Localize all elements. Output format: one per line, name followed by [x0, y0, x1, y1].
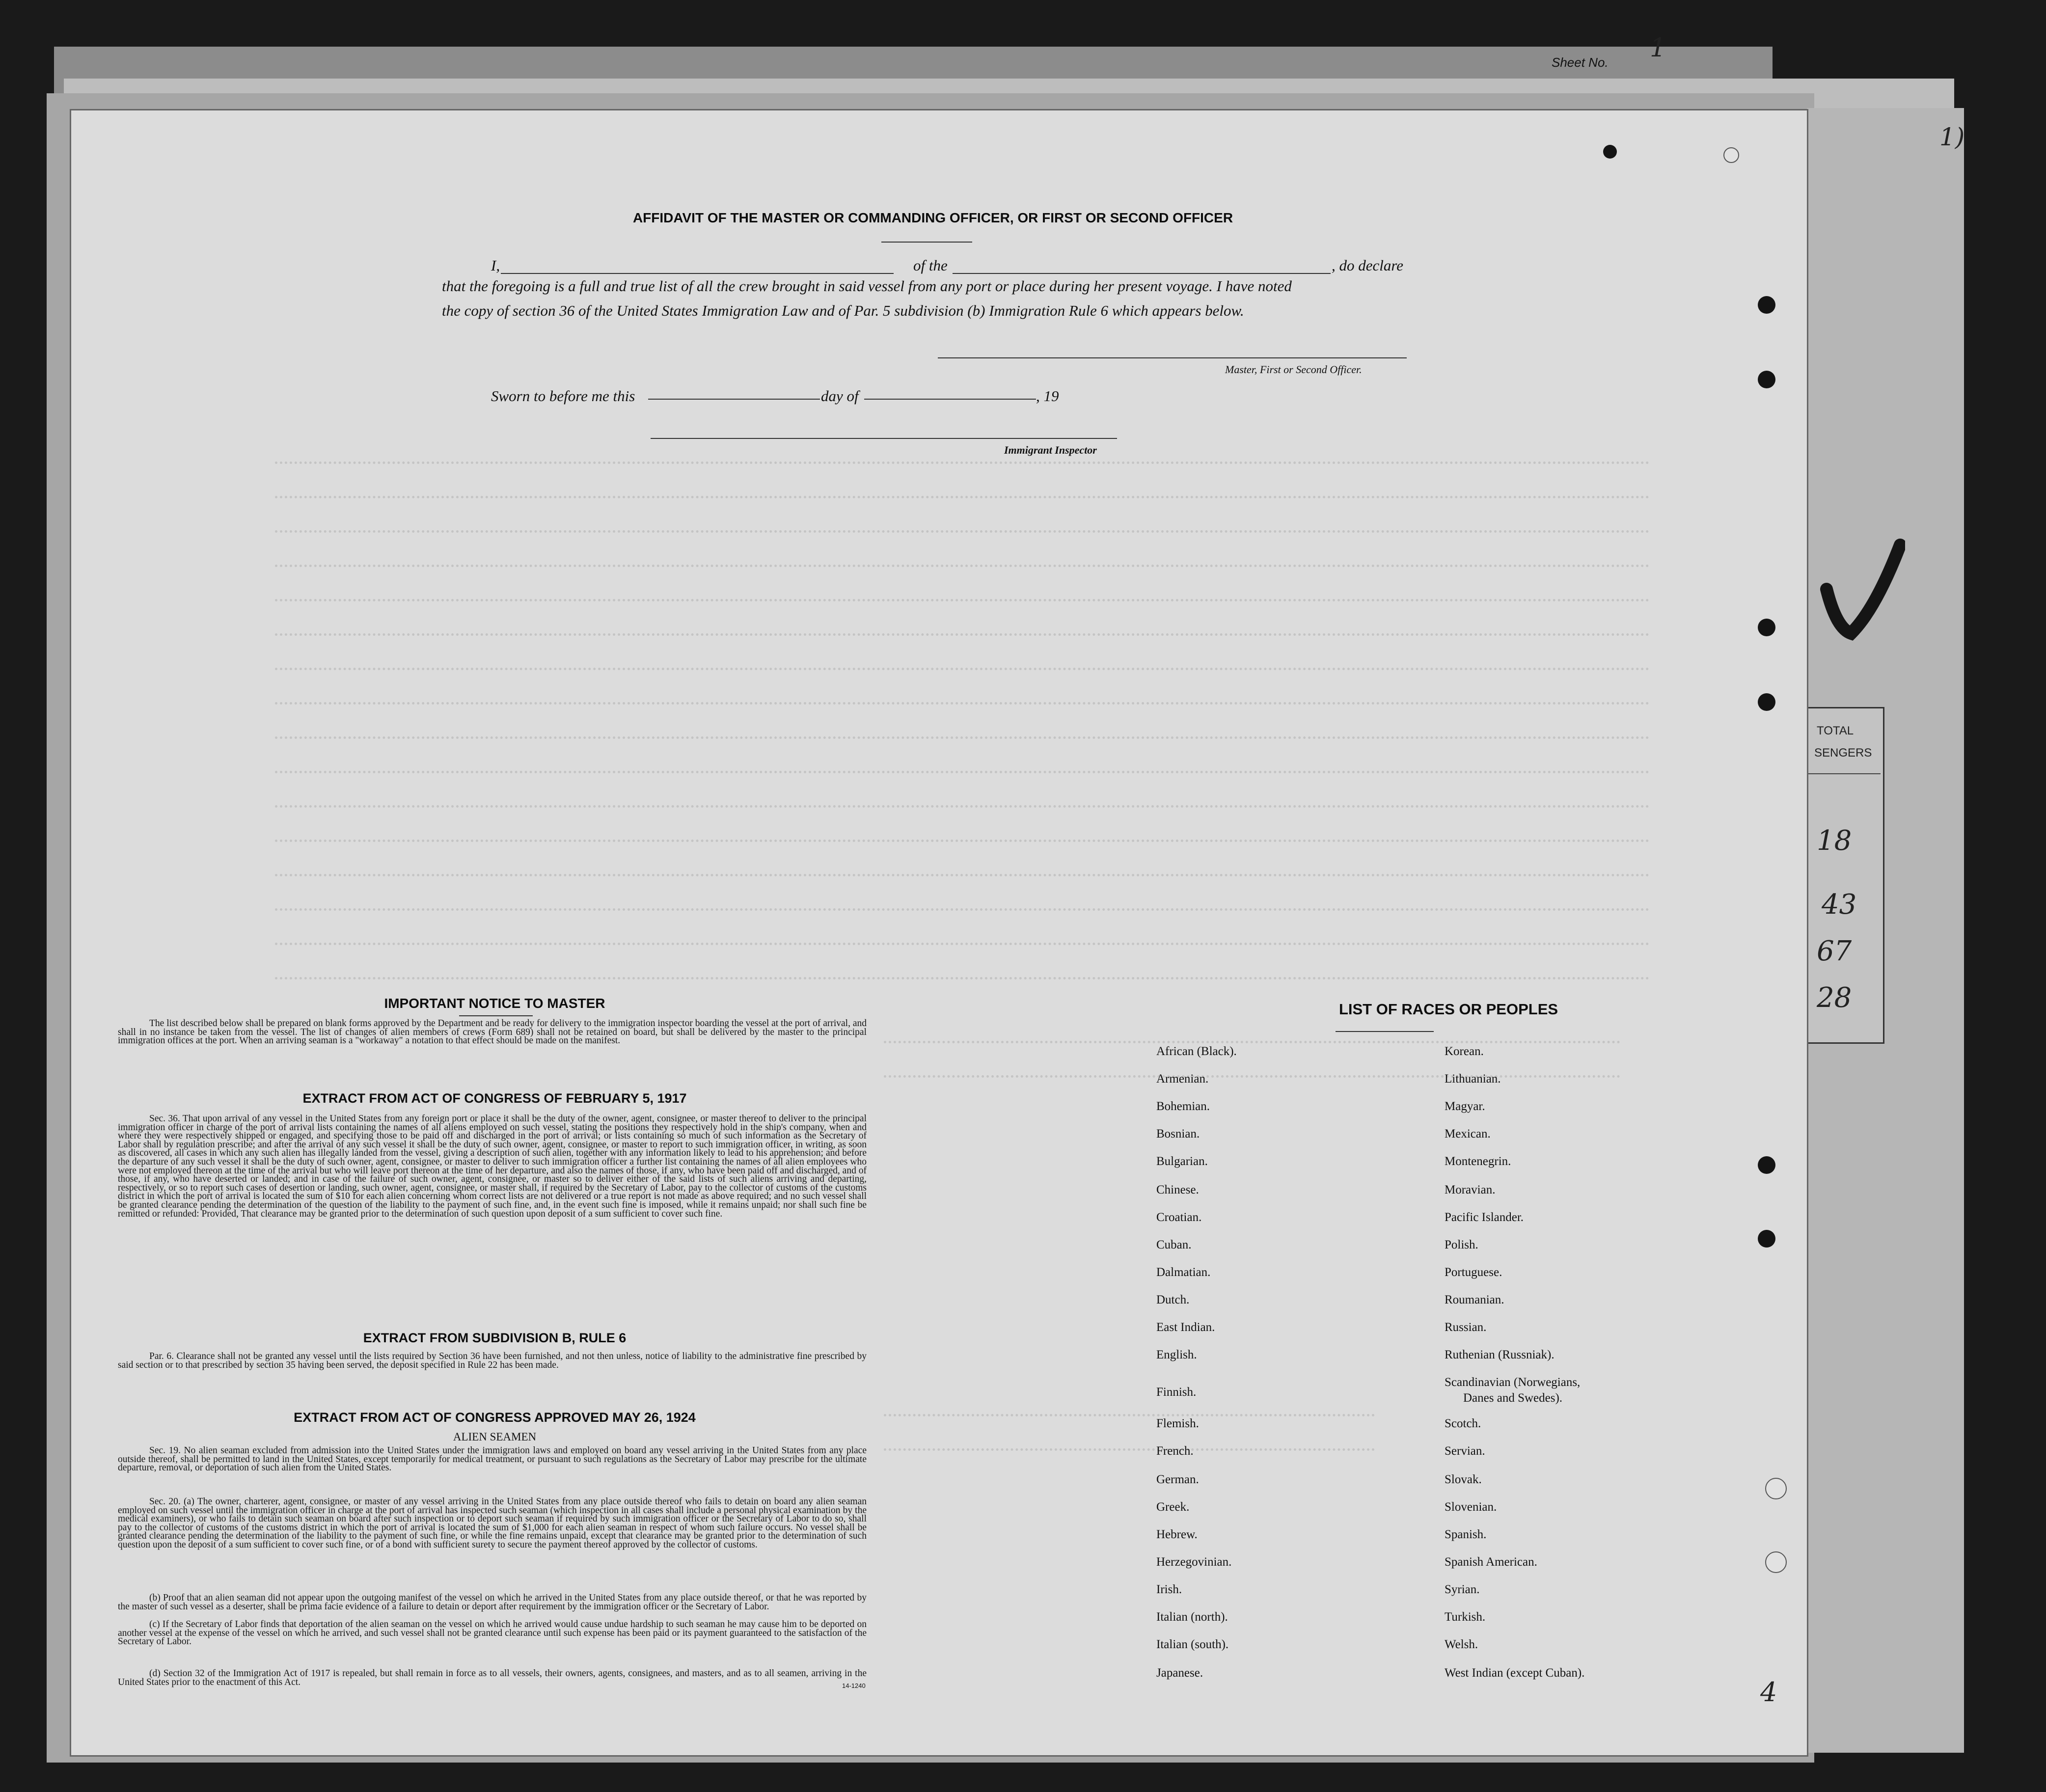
- sworn-label: Sworn to before me this: [491, 387, 635, 405]
- sheet-no-value: 1: [1650, 33, 1666, 63]
- race-item: Scandinavian (Norwegians,: [1445, 1376, 1581, 1389]
- race-item: Chinese.: [1156, 1183, 1199, 1196]
- race-item: East Indian.: [1156, 1321, 1215, 1334]
- binder-hole: [1758, 1230, 1775, 1248]
- race-item: Dalmatian.: [1156, 1266, 1211, 1279]
- total-value: 67: [1817, 935, 1852, 967]
- master-label: Master, First or Second Officer.: [1225, 363, 1362, 376]
- corner-mark: 1): [1939, 123, 1965, 151]
- vessel-blank-line: [953, 273, 1331, 274]
- race-item: Hebrew.: [1156, 1528, 1198, 1541]
- crayon-check-mark: [1817, 530, 1905, 643]
- affidavit-declare-label: , do declare: [1332, 257, 1404, 274]
- binder-hole: [1758, 693, 1775, 711]
- race-item: Croatian.: [1156, 1211, 1202, 1224]
- sworn-date-line: [648, 399, 820, 400]
- race-item: Syrian.: [1445, 1583, 1480, 1596]
- affidavit-i-label: I,: [491, 257, 500, 274]
- race-item: Montenegrin.: [1445, 1155, 1511, 1168]
- act-1917-body: Sec. 36. That upon arrival of any vessel in the United States from any foreign port or place it shall be the duty of the owner, agent, consignee, or master thereof to deliver to the principal immigration officer in charge of the port of arrival lists containing the names of all aliens employed on such vessel, stating the positions they respectively hold in the ship's company, when and where they were respectively shipped or engaged, and specifying those to be paid off and discharged in the port of arrival; or lists containing so much of such information as the Secretary of Labor shall by regulation prescribe; and after the arrival of any such vessel it shall be the duty of such owner, agent, consignee, or master to report to such immigration officer, in writing, as soon as discovered, all cases in which any such alien has illegally landed from the vessel, giving a description of such alien, together with any information likely to lead to his apprehension; and before the departure of any such vessel it shall be the duty of such owner, agent, consignee, or master to deliver to such immigration officer a further list containing the names of all alien employees who were not employed thereon at the time of the arrival but who will leave port thereon at the time of her departure, and also the names of those, if any, who have been paid off and discharged, and of those, if any, who have deserted or landed; and in case of the failure of such owner, agent, consignee, or master so to deliver either of the said lists of such aliens arriving and departing, respectively, or so to report such cases of desertion or landing, such owner, agent, consignee, or master shall, if required by the Secretary of Labor, pay to the collector of customs of the customs district in which the port of arrival is located the sum of $10 for each alien concerning whom correct lists are not delivered or a true report is not made as above required; and no such vessel shall be granted clearance pending the determination of the question of the liability to the payment of such fine, and, in the event such fine is imposed, while it remains unpaid; nor shall such fine be remitted or refunded: Provided, That clearance may be granted prior to the determination of such question upon deposit of a sum sufficient to cover such fine.: [118, 1113, 867, 1219]
- inspector-label: Immigrant Inspector: [1004, 444, 1097, 456]
- total-divider: [1807, 773, 1881, 774]
- race-item: Italian (south).: [1156, 1638, 1229, 1651]
- affidavit-of-the-label: of the: [913, 257, 948, 274]
- binder-ring: [1765, 1478, 1787, 1499]
- affidavit-line-2: that the foregoing is a full and true list of all the crew brought in said vessel from any port or place during her present voyage. I have noted: [442, 277, 1292, 295]
- race-item: Ruthenian (Russniak).: [1445, 1348, 1555, 1361]
- notice-body: The list described below shall be prepared on blank forms approved by the Department and be ready for delivery to the immigration inspector boarding the vessel at the port of arrival, and shall in no instance be taken from the vessel. The list of changes of alien members of crews (Form 689) shall not be retained on board, but shall be delivered by the master to the principal immigration offices at the port. When an arriving seaman is a "workaway" a notation to that effect should be made on the manifest.: [118, 1018, 867, 1046]
- race-item: Moravian.: [1445, 1183, 1496, 1196]
- page-mark: 4: [1760, 1677, 1777, 1708]
- total-value: 28: [1817, 982, 1852, 1014]
- sec-20d-body: (d) Section 32 of the Immigration Act of 1917 is repealed, but shall remain in force as to all vessels, their owners, agents, consignees, and masters, and as to all seamen, arriving in the United States prior to the enactment of this Act.: [118, 1668, 867, 1687]
- race-item: Bosnian.: [1156, 1127, 1200, 1140]
- affidavit-line-3: the copy of section 36 of the United States Immigration Law and of Par. 5 subdivision (b) Immigration Rule 6 which appears below.: [442, 302, 1244, 319]
- sec-19-body: Sec. 19. No alien seaman excluded from admission into the United States under the immigration laws and employed on board any vessel arriving in the United States from any place outside thereof, shall be permitted to land in the United States, except temporarily for medical treatment, or pursuant to such regulations as the Secretary of Labor may prescribe for the ultimate departure, removal, or deportation of such alien from the United States.: [118, 1445, 867, 1473]
- sheet-no-label: Sheet No.: [1552, 55, 1609, 70]
- race-item: Finnish.: [1156, 1385, 1197, 1399]
- race-item: Slovenian.: [1445, 1500, 1497, 1514]
- notice-underline: [459, 1015, 533, 1016]
- race-item: Portuguese.: [1445, 1266, 1502, 1279]
- race-item: Armenian.: [1156, 1072, 1209, 1086]
- race-item: French.: [1156, 1444, 1194, 1458]
- race-item: Japanese.: [1156, 1666, 1203, 1680]
- race-item: Greek.: [1156, 1500, 1190, 1514]
- race-item: Flemish.: [1156, 1417, 1199, 1430]
- race-item: Servian.: [1445, 1444, 1485, 1458]
- inspector-signature-line: [651, 438, 1117, 439]
- sec-20b-body: (b) Proof that an alien seaman did not appear upon the outgoing manifest of the vessel on which he arrived in the United States from any place outside thereof, or that he was reported by the master of such vessel as a deserter, shall be prima facie evidence of a failure to detain or deport after requirement by the immigration officer or the Secretary of Labor.: [118, 1593, 867, 1612]
- races-underline: [1336, 1031, 1434, 1032]
- rule-6-body: Par. 6. Clearance shall not be granted any vessel until the lists required by Section 36 have been furnished, and not then unless, notice of liability to the administrative fine prescribed by said section or to that prescribed by section 35 having been served, the deposit specified in Rule 22 has been made.: [118, 1351, 867, 1370]
- day-of-label: day of: [821, 387, 859, 405]
- month-line: [864, 399, 1036, 400]
- form-number: 14-1240: [842, 1682, 866, 1689]
- race-item: Herzegovinian.: [1156, 1555, 1232, 1569]
- binder-hole: [1758, 619, 1775, 636]
- race-item: Cuban.: [1156, 1238, 1192, 1251]
- race-item: Slovak.: [1445, 1473, 1482, 1486]
- race-item: Spanish.: [1445, 1528, 1487, 1541]
- total-header-passengers: SENGERS: [1814, 746, 1872, 760]
- race-item: Bulgarian.: [1156, 1155, 1208, 1168]
- race-item: Korean.: [1445, 1045, 1484, 1058]
- binder-hole: [1758, 371, 1775, 388]
- race-item: Dutch.: [1156, 1293, 1190, 1306]
- race-item: Polish.: [1445, 1238, 1478, 1251]
- race-item: Turkish.: [1445, 1610, 1486, 1624]
- notice-heading: IMPORTANT NOTICE TO MASTER: [384, 996, 605, 1011]
- race-item: Scotch.: [1445, 1417, 1481, 1430]
- punch-mark: [1603, 145, 1617, 159]
- race-item-continued: Danes and Swedes).: [1463, 1391, 1563, 1405]
- races-heading: LIST OF RACES OR PEOPLES: [1338, 1001, 1558, 1018]
- title-underline: [881, 242, 972, 243]
- year-label: , 19: [1036, 387, 1059, 405]
- race-item: Italian (north).: [1156, 1610, 1228, 1624]
- race-item: Irish.: [1156, 1583, 1182, 1596]
- race-item: Pacific Islander.: [1445, 1211, 1524, 1224]
- race-item: German.: [1156, 1473, 1199, 1486]
- race-item: Mexican.: [1445, 1127, 1491, 1140]
- act-1924-heading: EXTRACT FROM ACT OF CONGRESS APPROVED MAY 26, 1924: [294, 1410, 696, 1425]
- master-signature-line: [938, 357, 1407, 358]
- race-item: West Indian (except Cuban).: [1445, 1666, 1585, 1680]
- punch-ring: [1723, 147, 1739, 163]
- binder-ring: [1765, 1551, 1787, 1573]
- race-item: African (Black).: [1156, 1045, 1237, 1058]
- total-value: 18: [1817, 825, 1852, 857]
- race-item: Russian.: [1445, 1321, 1487, 1334]
- race-item: Bohemian.: [1156, 1100, 1210, 1113]
- total-value: 43: [1822, 889, 1857, 921]
- race-item: English.: [1156, 1348, 1197, 1361]
- binder-hole: [1758, 1156, 1775, 1174]
- binder-hole: [1758, 296, 1775, 314]
- race-item: Roumanian.: [1445, 1293, 1504, 1306]
- sec-20c-body: (c) If the Secretary of Labor finds that deportation of the alien seaman on the vessel on which he arrived would cause undue hardship to such seaman he may cause him to be deported on another vessel at the expense of the vessel on which he arrived, and such vessel shall not be granted clearance until such expense has been paid or its payment guaranteed to the satisfaction of the Secretary of Labor.: [118, 1619, 867, 1647]
- race-item: Welsh.: [1445, 1638, 1478, 1651]
- act-1917-heading: EXTRACT FROM ACT OF CONGRESS OF FEBRUARY 5, 1917: [302, 1091, 687, 1106]
- affidavit-title: AFFIDAVIT OF THE MASTER OR COMMANDING OFFICER, OR FIRST OR SECOND OFFICER: [632, 210, 1233, 225]
- total-header: TOTAL: [1817, 724, 1854, 737]
- race-item: Magyar.: [1445, 1100, 1485, 1113]
- race-item: Spanish American.: [1445, 1555, 1537, 1569]
- race-item: Lithuanian.: [1445, 1072, 1501, 1086]
- name-blank-line: [501, 273, 894, 274]
- sec-20a-body: Sec. 20. (a) The owner, charterer, agent, consignee, or master of any vessel arriving in the United States from any place outside thereof who fails to detain on board any alien seaman employed on such vessel until the immigration officer in charge at the port of arrival has inspected such seaman (which inspection in all cases shall include a personal physical examination by the medical examiners), or who fails to detain such seaman on board after such inspection or to deport such seaman if required by such immigration officer or the Secretary of Labor to do so, shall pay to the collector of customs of the customs district in which the port of arrival is located the sum of $1,000 for each alien seaman in respect of whom such failure occurs. No vessel shall be granted clearance pending the determination of the liability to the payment of such fine, or while the fine remains unpaid, except that clearance may be granted prior to the determination of such question upon the deposit of a sum sufficient to cover such fine, or of a bond with sufficient surety to secure the payment thereof approved by the collector of customs.: [118, 1496, 867, 1550]
- act-1924-subheading: ALIEN SEAMEN: [453, 1431, 537, 1443]
- rule-6-heading: EXTRACT FROM SUBDIVISION B, RULE 6: [363, 1330, 627, 1345]
